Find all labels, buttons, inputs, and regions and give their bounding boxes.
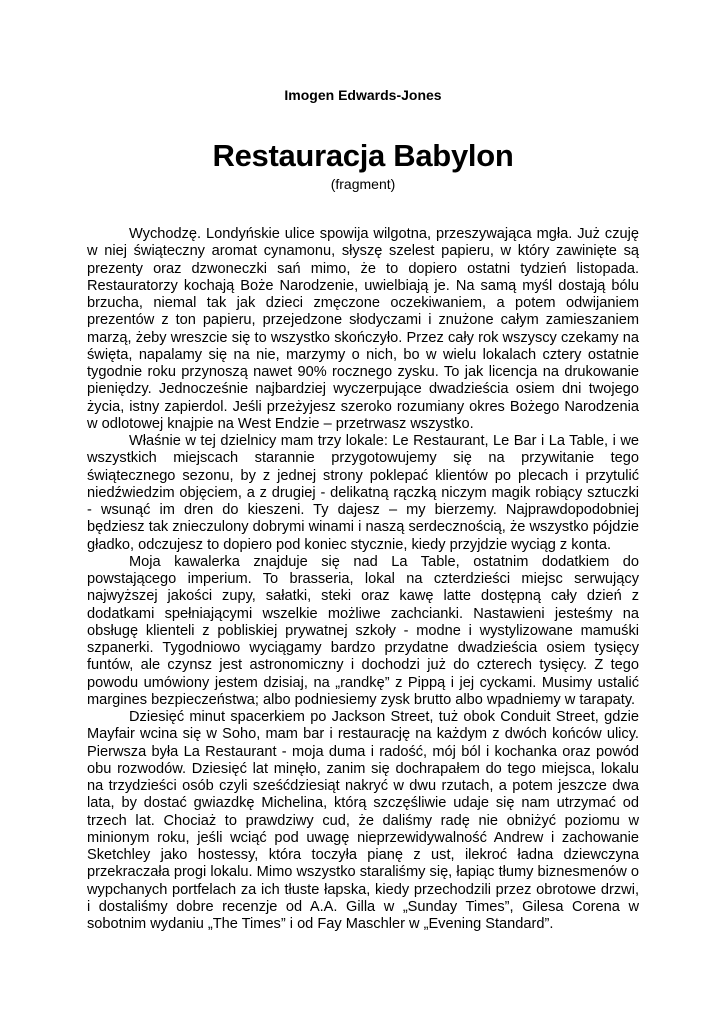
paragraph-1: Wychodzę. Londyńskie ulice spowija wilgotna, przeszywająca mgła. Już czuję w niej świąteczny aromat cynamonu, słyszę szelest papieru, w który zawinięte są prezenty oraz dzwoneczki sań mimo, że to dopiero ostatni tydzień listopada. Restauratorzy kochają Boże Narodzenie, uwielbiają je. Na samą myśl dostają bólu brzucha, niemal tak jak dzieci zmęczone oczekiwaniem, a potem odwijaniem prezentów z ton papieru, przejedzone słodyczami i znużone całym zamieszaniem marzą, żeby wreszcie się to wszystko skończyło. Przez cały rok wszyscy czekamy na święta, napalamy się na nie, marzymy o nich, bo w wielu lokalach cztery ostatnie tygodnie roku przynoszą nawet 90% rocznego zysku. To jak licencja na drukowanie pieniędzy. Jednocześnie najbardziej wyczerpujące dwadzieścia osiem dni twojego życia, istny zapierdol. Jeśli przeżyjesz szeroko rozumiany okres Bożego Narodzenia w odlotowej knajpie na West Endzie – przetrwasz wszystko. bbox=[87, 226, 639, 432]
document-subtitle: (fragment) bbox=[330, 176, 396, 192]
paragraph-4: Dziesięć minut spacerkiem po Jackson Street, tuż obok Conduit Street, gdzie Mayfair wcina się w Soho, mam bar i restaurację na każdym z dwóch końców ulicy. Pierwsza była La Restaurant - moja duma i radość, mój ból i kochanka oraz powód obu rozwodów. Dziesięć lat minęło, zanim się dochrapałem do tego miejsca, lokalu na trzydzieści osób czyli sześćdziesiąt nakryć w dwu rzutach, a potem jeszcze dwa lata, by dostać gwiazdkę Michelina, którą szczęśliwie udaje się nam utrzymać od trzech lat. Chociaż to prawdziwy cud, że daliśmy radę nie obniżyć poziomu w minionym roku, jeśli wciąć pod uwagę nieprzewidywalność Andrew i zachowanie Sketchley jako hostessy, która toczyła pianę z ust, ilekroć ładna dziewczyna przekraczała progi lokalu. Mimo wszystko staraliśmy się, łapiąc tłumy biznesmenów o wypchanych portfelach za ich tłuste łapska, kiedy przechodzili przez obrotowe drzwi, i dostaliśmy dobre recenzje od A.A. Gilla w „Sunday Times”, Gilesa Corena w sobotnim wydaniu „The Times” i od Fay Maschler w „Evening Standard”. bbox=[87, 709, 639, 932]
paragraph-3: Moja kawalerka znajduje się nad La Table, ostatnim dodatkiem do powstającego imperium. To brasseria, lokal na czterdzieści miejsc serwujący najwyższej jakości zupy, sałatki, steki oraz kawę latte dostępną cały dzień z dodatkami spełniającymi wszelkie możliwe zachcianki. Nastawieni jesteśmy na obsługę klienteli z pobliskiej prywatnej szkoły - modne i wystylizowane mamuśki szpanerki. Tygodniowo wyciągamy bardzo przydatne dwadzieścia osiem tysięcy funtów, ale czynsz jest astronomiczny i dochodzi już do czterech tysięcy. Z tego powodu umówiony jestem dzisiaj, na „randkę” z Pippą i jej cyckami. Musimy ustalić margines bezpieczeństwa; albo podniesiemy zysk brutto albo wpadniemy w tarapaty. bbox=[87, 553, 639, 708]
paragraph-2: Właśnie w tej dzielnicy mam trzy lokale: Le Restaurant, Le Bar i La Table, i we wszystkich miejscach starannie przygotowujemy się na przywitanie tego świątecznego sezonu, by z jednej strony poklepać klientów po plecach i przytulić niedźwiedzim objęciem, a z drugiej - delikatną rączką niczym magik robiący sztuczki - wsunąć im dren do kieszeni. Ty dajesz – my bierzemy. Najprawdopodobniej będziesz tak znieczulony dobrymi winami i naszą serdecznością, że wszystko pójdzie gładko, odczujesz to dopiero pod koniec stycznie, kiedy przyjdzie wyciąg z konta. bbox=[87, 433, 639, 553]
author-name: Imogen Edwards-Jones bbox=[284, 87, 442, 103]
document-title: Restauracja Babylon bbox=[212, 138, 514, 173]
body-text bbox=[87, 226, 639, 933]
document-page bbox=[87, 0, 639, 1024]
